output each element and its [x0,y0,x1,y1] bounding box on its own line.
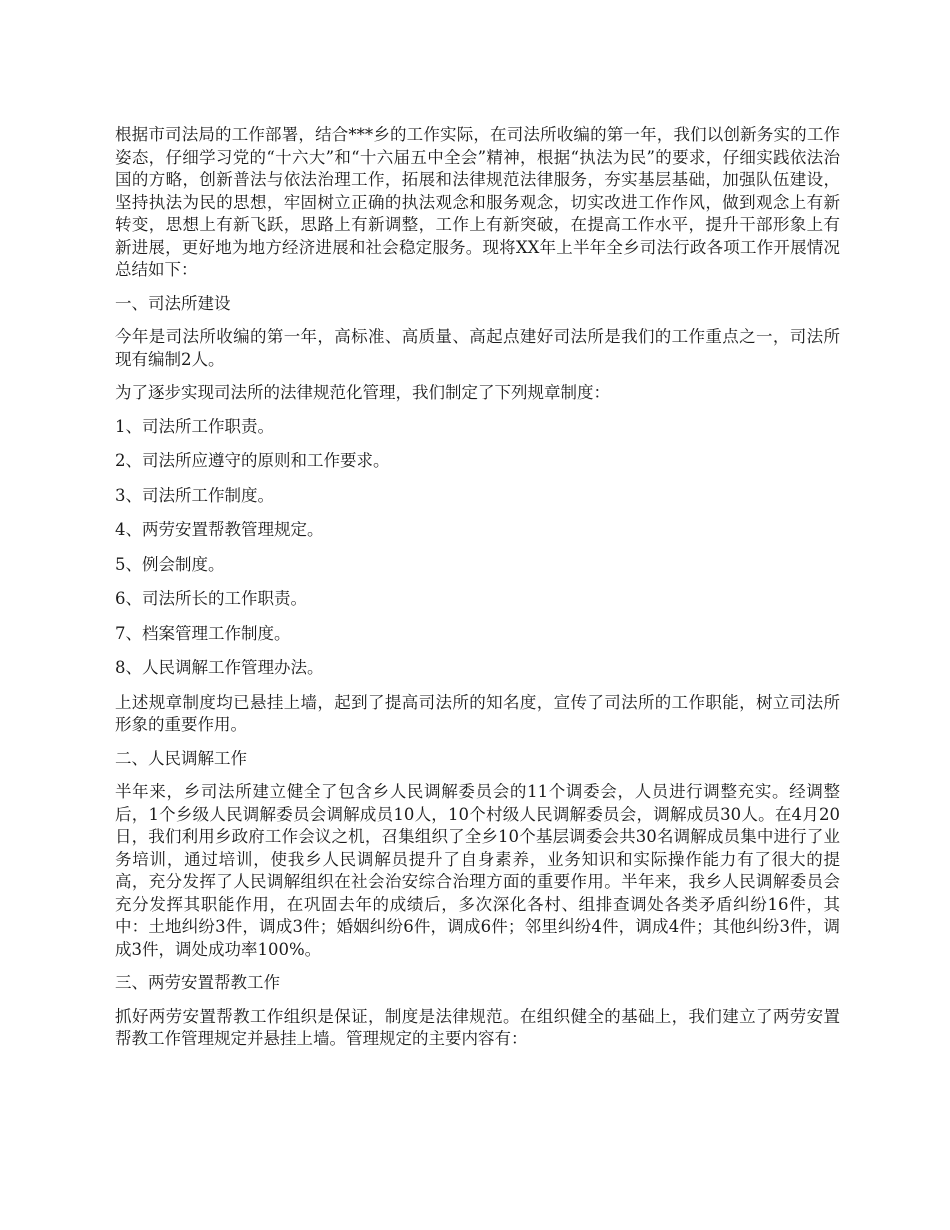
paragraph: 为了逐步实现司法所的法律规范化管理，我们制定了下列规章制度： [115,383,610,402]
paragraph: 半年来，乡司法所建立健全了包含乡人民调解委员会的11个调委会，人员进行调整充实。经调整后，1个乡级人民调解委员会调解成员10人，10个村级人民调解委员会，调解成员30人。在4月20日，我们利用乡政府工作会议之机，召集组织了全乡10个基层调委会共30名调解成员集中进行了业务培训，通过培训，使我乡人民调解员提升了自身素养，业务知识和实际操作能力有了很大的提高，充分发挥了人民调解组织在社会治安综合治理方面的重要作用。半年来，我乡人民调解委员会充分发挥其职能作用，在巩固去年的成绩后，多次深化各村、组排查调处各类矛盾纠纷16件，其中：土地纠纷3件，调成3件；婚姻纠纷6件，调成6件；邻里纠纷4件，调成4件；其他纠纷3件，调成3件，调处成功率100%。 [115,782,840,959]
document-body [115,124,840,1062]
section-heading-mediation: 二、人民调解工作 [115,748,247,768]
list-item: 6、司法所长的工作职责。 [115,589,307,608]
paragraph: 今年是司法所收编的第一年，高标准、高质量、高起点建好司法所是我们的工作重点之一，司法所现有编制2人。 [115,327,840,369]
list-item: 7、档案管理工作制度。 [115,623,291,643]
section-heading-judicial-office: 一、司法所建设 [115,293,231,313]
list-item: 4、两劳安置帮教管理规定。 [115,520,324,539]
list-item: 5、例会制度。 [115,554,225,574]
intro-paragraph: 根据市司法局的工作部署，结合***乡的工作实际，在司法所收编的第一年，我们以创新务实的工作姿态，仔细学习党的“十六大”和“十六届五中全会”精神，根据“执法为民”的要求，仔细实践依法治国的方略，创新普法与依法治理工作，拓展和法律规范法律服务，夯实基层基础，加强队伍建设，坚持执法为民的思想，牢固树立正确的执法观念和服务观念，切实改进工作作风，做到观念上有新转变，思想上有新飞跃，思路上有新调整，工作上有新突破，在提高工作水平，提升干部形象上有新进展，更好地为地方经济进展和社会稳定服务。现将XX年上半年全乡司法行政各项工作开展情况总结如下： [115,125,840,279]
list-item: 8、人民调解工作管理办法。 [115,658,324,677]
paragraph: 抓好两劳安置帮教工作组织是保证，制度是法律规范。在组织健全的基础上，我们建立了两劳安置帮教工作管理规定并悬挂上墙。管理规定的主要内容有： [115,1006,840,1048]
list-item: 1、司法所工作职责。 [115,416,274,436]
section-heading-resettlement: 三、两劳安置帮教工作 [115,973,280,992]
list-item: 2、司法所应遵守的原则和工作要求。 [115,451,390,470]
paragraph: 上述规章制度均已悬挂上墙，起到了提高司法所的知名度，宣传了司法所的工作职能，树立司法所形象的重要作用。 [115,692,840,734]
list-item: 3、司法所工作制度。 [115,485,274,505]
